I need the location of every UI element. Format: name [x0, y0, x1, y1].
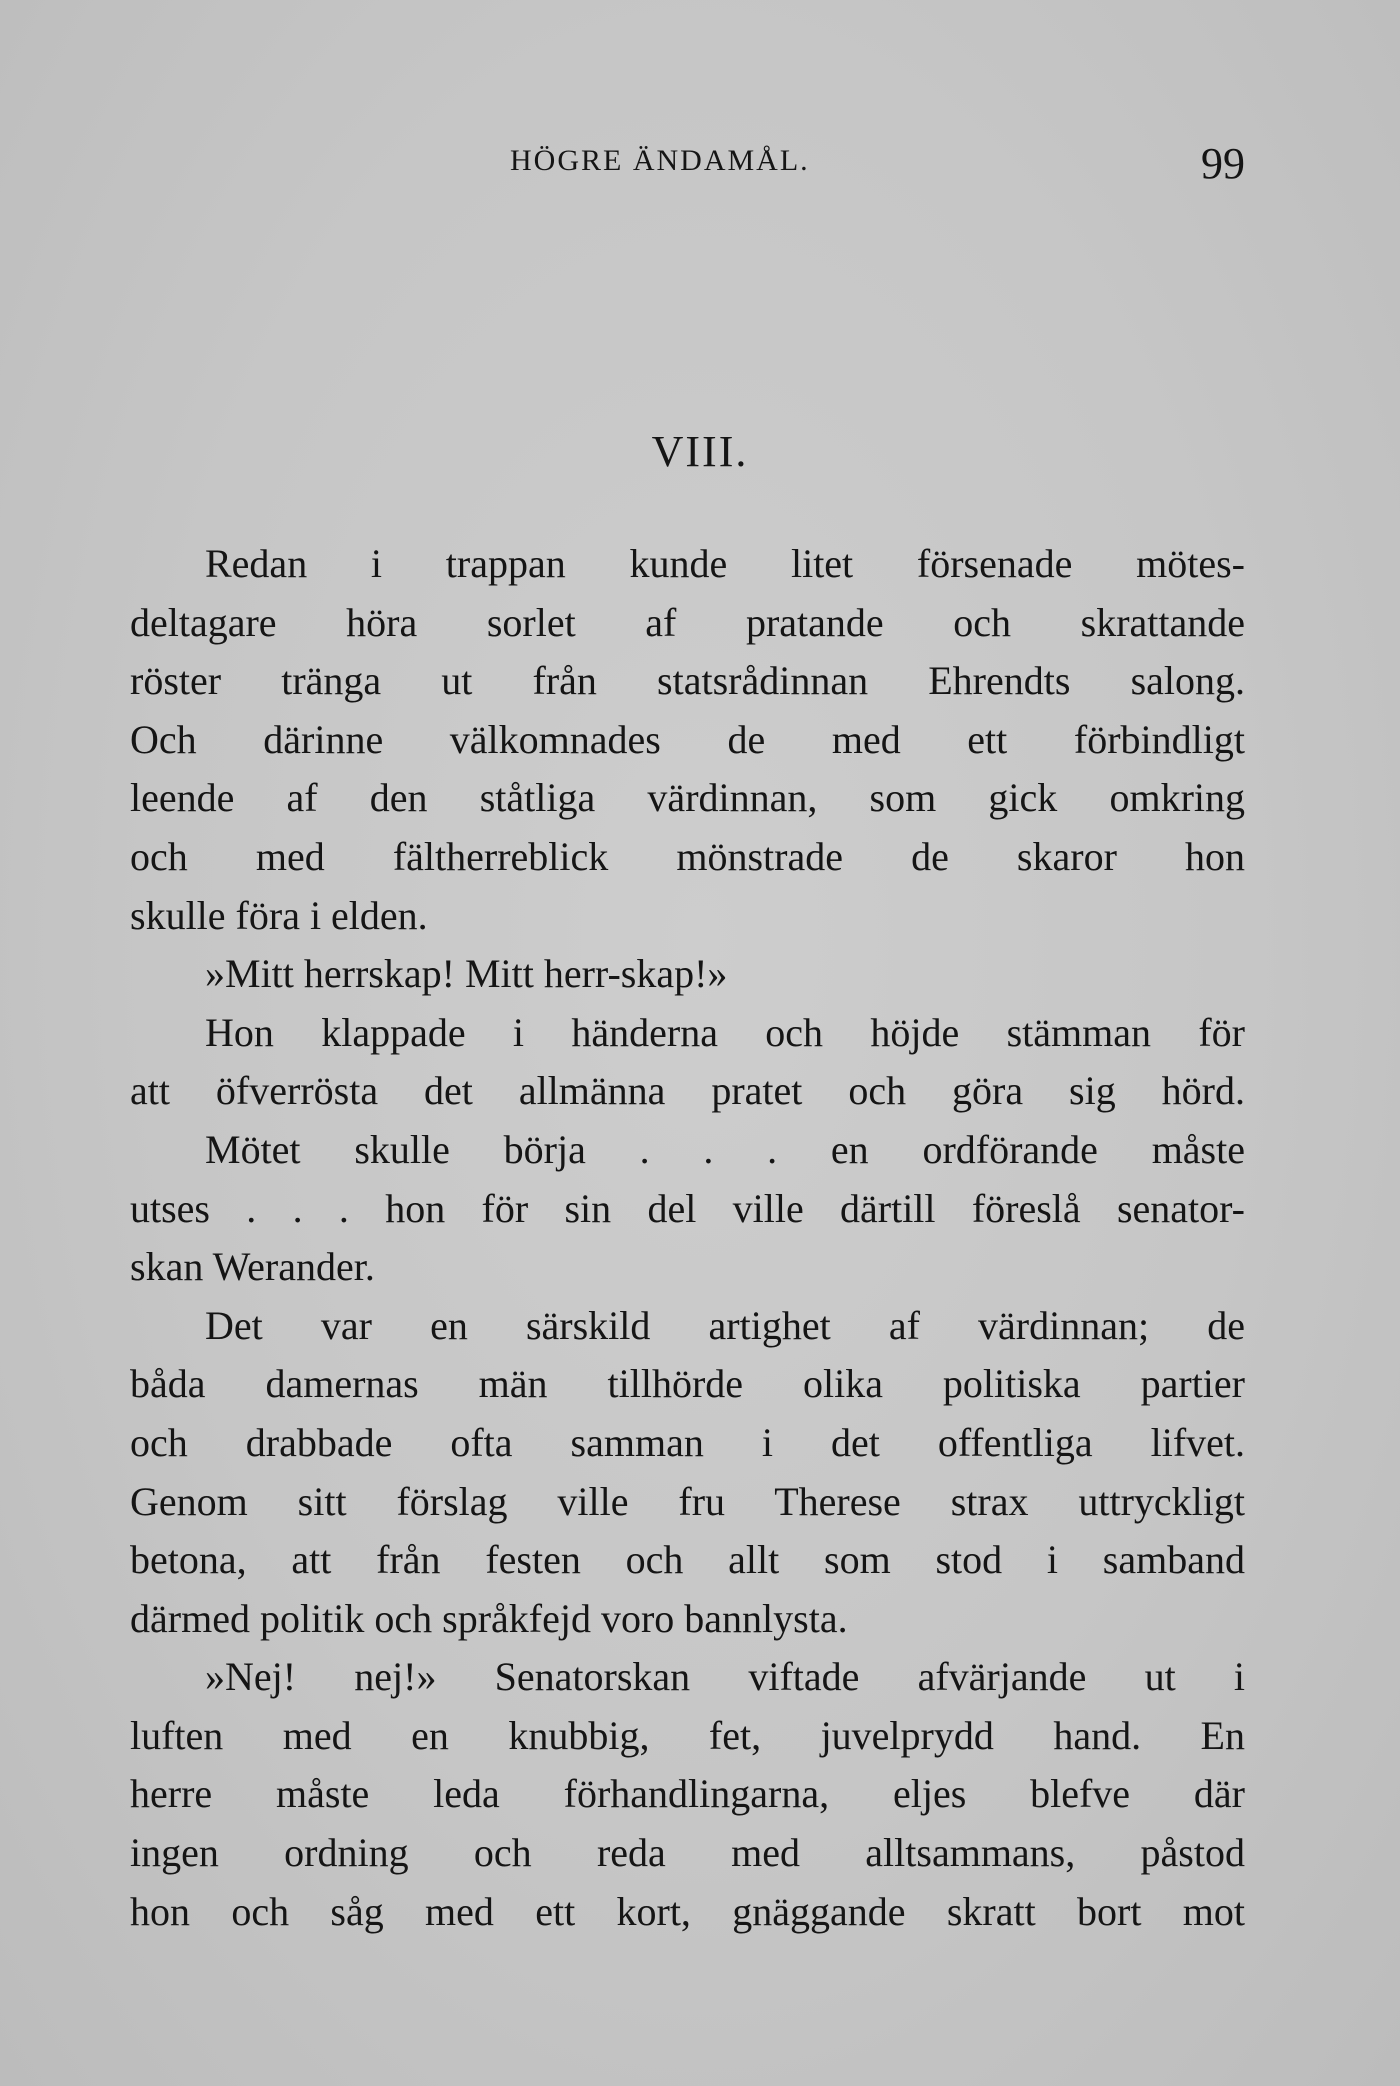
- text-line: att öfverrösta det allmänna pratet och göra sig hörd.: [130, 1068, 1245, 1114]
- text-line: herre måste leda förhandlingarna, eljes blefve där: [130, 1771, 1245, 1817]
- chapter-heading: VIII.: [651, 427, 749, 476]
- text-line: betona, att från festen och allt som stod i samband: [130, 1537, 1245, 1583]
- text-line: röster tränga ut från statsrådinnan Ehrendts salong.: [130, 658, 1245, 704]
- text-line: utses . . . hon för sin del ville därtill föreslå senator-: [130, 1185, 1245, 1231]
- text-line: ingen ordning och reda med alltsammans, påstod: [130, 1830, 1245, 1876]
- text-line: luften med en knubbig, fet, juvelprydd hand. En: [130, 1712, 1245, 1758]
- text-line: deltagare höra sorlet af pratande och skrattande: [130, 599, 1245, 645]
- text-line: skulle föra i elden.: [130, 892, 428, 938]
- text-line: och drabbade ofta samman i det offentliga lifvet.: [130, 1419, 1245, 1465]
- text-line: Redan i trappan kunde litet försenade mötes-: [205, 541, 1245, 586]
- body-text: [130, 535, 1245, 1941]
- text-line: Och därinne välkomnades de med ett förbindligt: [130, 716, 1245, 762]
- text-line: hon och såg med ett kort, gnäggande skratt bort mot: [130, 1888, 1245, 1934]
- running-head: [130, 138, 1245, 198]
- text-line: båda damernas män tillhörde olika politiska partier: [130, 1361, 1245, 1407]
- text-line: leende af den ståtliga värdinnan, som gick omkring: [130, 775, 1245, 821]
- text-line: Hon klappade i händerna och höjde stämman för: [205, 1009, 1245, 1055]
- text-line: skan Werander.: [130, 1244, 375, 1290]
- text-line: »Nej! nej!» Senatorskan viftade afvärjande ut i: [205, 1654, 1245, 1700]
- page-number: 99: [1201, 139, 1245, 188]
- text-line: Det var en särskild artighet af värdinnan; de: [205, 1302, 1245, 1348]
- running-title: HÖGRE ÄNDAMÅL.: [510, 144, 810, 177]
- text-line: Genom sitt förslag ville fru Therese strax uttryckligt: [130, 1478, 1245, 1524]
- text-line: Mötet skulle börja . . . en ordförande måste: [205, 1126, 1245, 1172]
- text-line: därmed politik och språkfejd voro bannlysta.: [130, 1595, 848, 1641]
- text-line: »Mitt herrskap! Mitt herr-skap!»: [205, 951, 728, 997]
- text-line: och med fältherreblick mönstrade de skaror hon: [130, 833, 1245, 879]
